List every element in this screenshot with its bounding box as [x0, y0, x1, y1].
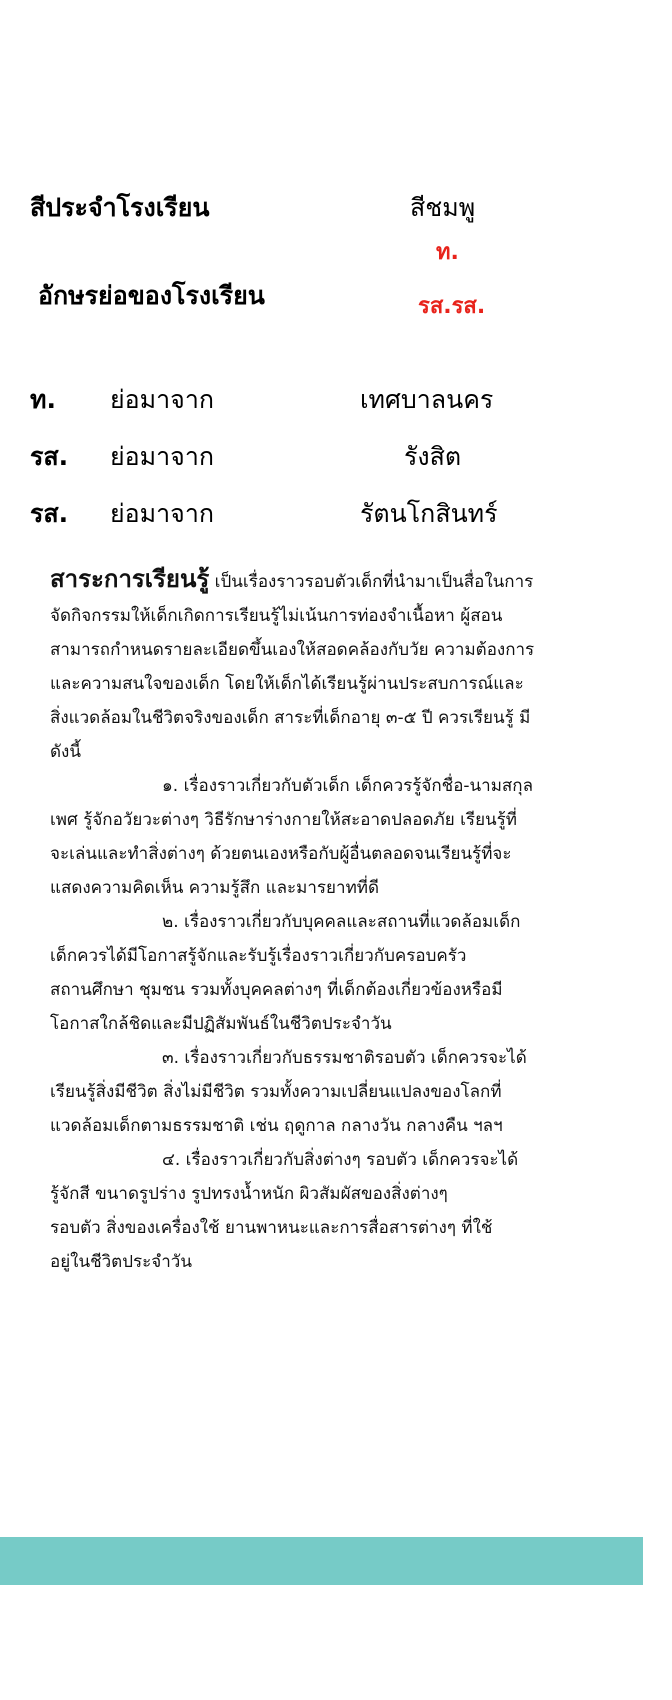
- content-intro-first: เป็นเรื่องราวรอบตัวเด็กที่นำมาเป็นสื่อในการ: [214, 572, 534, 592]
- item-3-line: แวดล้อมเด็กตามธรรมชาติ เช่น ฤดูกาล กลางวัน กลางคืน ฯลฯ: [50, 1116, 503, 1136]
- abbreviation-row: [30, 437, 630, 477]
- abbr-meaning: เทศบาลนคร: [360, 385, 494, 414]
- school-color-label: สีประจำโรงเรียน: [30, 193, 210, 222]
- item-1-line: เพศ รู้จักอวัยวะต่างๆ วิธีรักษาร่างกายให้สะอาดปลอดภัย เรียนรู้ที่: [50, 810, 517, 830]
- abbr-code: ท.: [30, 385, 56, 414]
- abbreviation-row: [30, 380, 630, 420]
- abbr-code: รส.: [30, 442, 69, 471]
- item-1-first-line: ๑. เรื่องราวเกี่ยวกับตัวเด็ก เด็กควรรู้จักชื่อ-นามสกุล: [162, 776, 534, 796]
- abbr-verb: ย่อมาจาก: [110, 442, 215, 471]
- item-3-line: เรียนรู้สิ่งมีชีวิต สิ่งไม่มีชีวิต รวมทั้งความเปลี่ยนแปลงของโลกที่: [50, 1082, 502, 1102]
- item-1-line: จะเล่นและทำสิ่งต่างๆ ด้วยตนเองหรือกับผู้อื่นตลอดจนเรียนรู้ที่จะ: [50, 844, 512, 864]
- item-3-first-line: ๓. เรื่องราวเกี่ยวกับธรรมชาติรอบตัว เด็กควรจะได้: [162, 1048, 527, 1068]
- abbreviation-row: [30, 494, 630, 534]
- item-4-line: รอบตัว สิ่งของเครื่องใช้ ยานพาหนะและการสื่อสารต่างๆ ที่ใช้: [50, 1218, 493, 1238]
- abbr-verb: ย่อมาจาก: [110, 499, 215, 528]
- content-line: จัดกิจกรรมให้เด็กเกิดการเรียนรู้ไม่เน้นการท่องจำเนื้อหา ผู้สอน: [50, 606, 503, 626]
- footer-band: [0, 1537, 643, 1585]
- abbr-verb: ย่อมาจาก: [110, 385, 215, 414]
- content-line: สามารถกำหนดรายละเอียดขึ้นเองให้สอดคล้องกับวัย ความต้องการ: [50, 640, 535, 660]
- content-line: ดังนี้: [50, 742, 81, 762]
- abbr-meaning: รังสิต: [404, 442, 462, 471]
- content-line: สิ่งแวดล้อมในชีวิตจริงของเด็ก สาระที่เด็กอายุ ๓-๕ ปี ควรเรียนรู้ มี: [50, 708, 531, 728]
- school-abbr-label: อักษรย่อของโรงเรียน: [38, 281, 265, 310]
- item-2-line: โอกาสใกล้ชิดและมีปฏิสัมพันธ์ในชีวิตประจำวัน: [50, 1014, 392, 1034]
- school-abbr-value-line2: รส.รส.: [418, 294, 486, 319]
- content-heading: สาระการเรียนรู้: [50, 565, 210, 593]
- school-color-value: สีชมพู: [410, 193, 476, 222]
- item-1-line: แสดงความคิดเห็น ความรู้สึก และมารยาทที่ดี: [50, 878, 380, 898]
- item-4-first-line: ๔. เรื่องราวเกี่ยวกับสิ่งต่างๆ รอบตัว เด็กควรจะได้: [162, 1150, 519, 1170]
- item-2-first-line: ๒. เรื่องราวเกี่ยวกับบุคคลและสถานที่แวดล้อมเด็ก: [162, 912, 521, 932]
- item-2-line: เด็กควรได้มีโอกาสรู้จักและรับรู้เรื่องราวเกี่ยวกับครอบครัว: [50, 946, 467, 966]
- abbr-code: รส.: [30, 499, 69, 528]
- abbr-meaning: รัตนโกสินทร์: [360, 499, 498, 528]
- content-body: [50, 562, 610, 1279]
- item-4-line: อยู่ในชีวิตประจำวัน: [50, 1252, 192, 1272]
- school-abbr-value-line1: ท.: [436, 240, 459, 265]
- content-line: และความสนใจของเด็ก โดยให้เด็กได้เรียนรู้ผ่านประสบการณ์และ: [50, 674, 524, 694]
- item-4-line: รู้จักสี ขนาดรูปร่าง รูปทรงน้ำหนัก ผิวสัมผัสของสิ่งต่างๆ: [50, 1184, 448, 1204]
- item-2-line: สถานศึกษา ชุมชน รวมทั้งบุคคลต่างๆ ที่เด็กต้องเกี่ยวข้องหรือมี: [50, 980, 503, 1000]
